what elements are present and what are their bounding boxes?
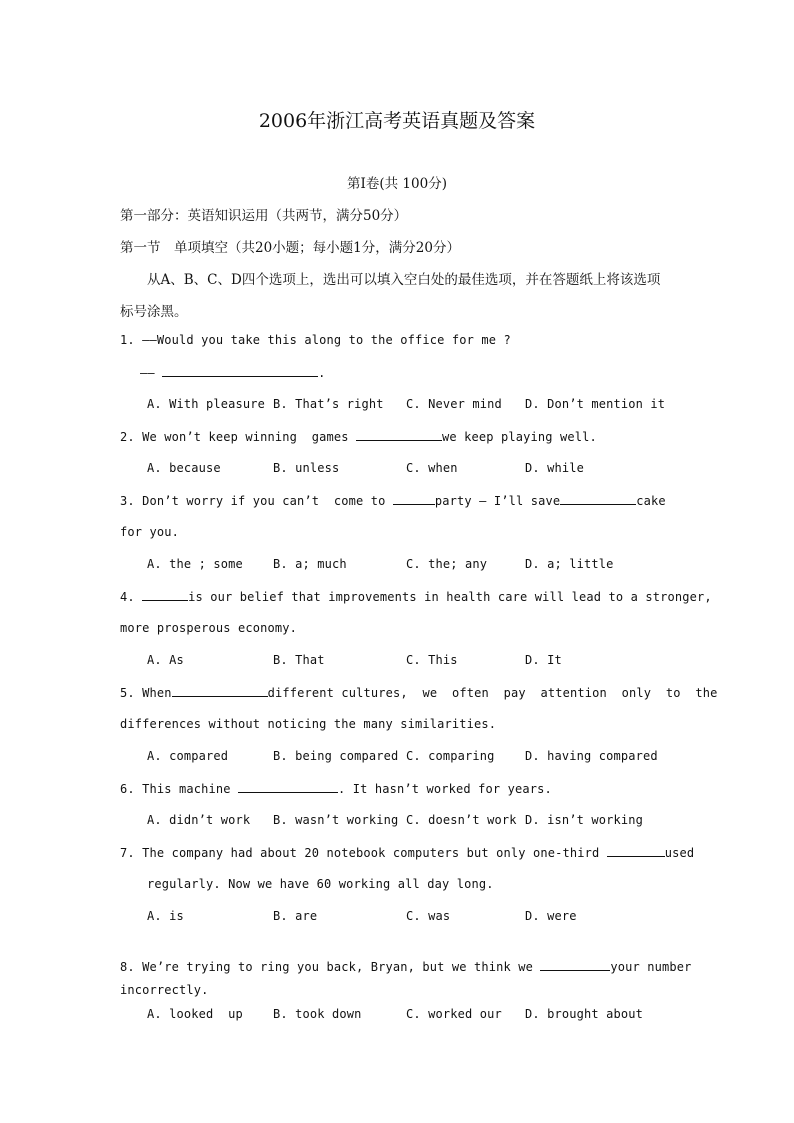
question-4-stem-line-2: more prosperous economy. [120, 621, 297, 635]
answer-blank [142, 589, 188, 601]
question-3-option-a: A. the ; some [147, 557, 243, 571]
question-5-option-b: B. being compared [273, 749, 399, 763]
question-6-option-b: B. wasn’t working [273, 813, 399, 827]
question-1-dash: —— [140, 366, 155, 380]
question-5-stem-b: different cultures, we often pay attention only to the [267, 686, 718, 700]
question-2-stem-b: we keep playing well. [442, 430, 597, 444]
instructions-line-1: 从A、B、C、D四个选项上，选出可以填入空白处的最佳选项，并在答题纸上将该选项 [147, 272, 661, 288]
question-5-stem [120, 685, 717, 700]
question-6-option-c: C. doesn’t work [406, 813, 517, 827]
question-7-option-b: B. are [273, 909, 318, 923]
question-1-option-d: D. Don’t mention it [525, 397, 666, 411]
question-4-stem [120, 589, 712, 604]
answer-blank [162, 365, 318, 377]
question-5-option-d: D. having compared [525, 749, 658, 763]
question-4-option-b: B. That [273, 653, 325, 667]
answer-blank [238, 781, 338, 793]
question-8-stem-line-2: incorrectly. [120, 983, 209, 997]
question-8-option-c: C. worked our [406, 1007, 502, 1021]
question-3-stem-c: cake [636, 494, 666, 508]
question-3-stem-b: party — I’ll save [434, 494, 561, 508]
question-7-option-d: D. were [525, 909, 577, 923]
question-7-stem [120, 845, 694, 860]
question-4-option-c: C. This [406, 653, 458, 667]
question-3-option-d: D. a; little [525, 557, 614, 571]
question-3-stem [120, 493, 666, 508]
answer-blank [540, 959, 610, 971]
question-7-stem-line-2: regularly. Now we have 60 working all day long. [147, 877, 494, 891]
volume-heading: 第Ⅰ卷(共 100分) [347, 176, 447, 192]
question-4-option-a: A. As [147, 653, 184, 667]
question-8-stem-a: 8. We’re trying to ring you back, Bryan, but we think we [120, 960, 541, 974]
part-heading: 第一部分：英语知识运用（共两节，满分50分） [120, 208, 408, 224]
question-3-option-c: C. the; any [406, 557, 488, 571]
question-3-stem-line-2: for you. [120, 525, 179, 539]
question-5-option-a: A. compared [147, 749, 229, 763]
question-8-option-d: D. brought about [525, 1007, 643, 1021]
question-7-stem-a: 7. The company had about 20 notebook computers but only one-third [120, 846, 607, 860]
question-6-option-a: A. didn’t work [147, 813, 251, 827]
answer-blank [356, 429, 442, 441]
question-4-stem-a: 4. [120, 590, 143, 604]
answer-blank [560, 493, 636, 505]
question-2-option-d: D. while [525, 461, 584, 475]
question-7-stem-b: used [664, 846, 695, 860]
question-2-stem-a: 2. We won’t keep winning games [120, 430, 356, 444]
question-8-option-a: A. looked up [147, 1007, 243, 1021]
question-8-stem-b: your number [610, 960, 692, 974]
question-2-option-b: B. unless [273, 461, 340, 475]
question-1-option-c: C. Never mind [406, 397, 502, 411]
question-5-stem-a: 5. When [120, 686, 172, 700]
question-4-option-d: D. It [525, 653, 562, 667]
question-4-stem-b: is our belief that improvements in health care will lead to a stronger, [188, 590, 712, 604]
question-2-option-c: C. when [406, 461, 458, 475]
question-8-option-b: B. took down [273, 1007, 362, 1021]
page-title: 2006年浙江高考英语真题及答案 [258, 110, 536, 132]
question-8-stem [120, 959, 691, 974]
question-1-response [140, 365, 326, 380]
question-1-period: . [318, 366, 326, 380]
answer-blank [172, 685, 268, 697]
question-1-option-a: A. With pleasure [147, 397, 265, 411]
question-6-stem [120, 781, 552, 796]
answer-blank [393, 493, 435, 505]
question-6-stem-a: 6. This machine [120, 782, 238, 796]
question-7-option-c: C. was [406, 909, 451, 923]
question-5-option-c: C. comparing [406, 749, 495, 763]
question-2-stem [120, 429, 597, 444]
question-1-stem: 1. ——Would you take this along to the office for me ? [120, 333, 511, 347]
question-3-stem-a: 3. Don’t worry if you can’t come to [120, 494, 393, 508]
section-heading: 第一节 单项填空（共20小题；每小题1分，满分20分） [120, 240, 460, 256]
answer-blank [607, 845, 665, 857]
instructions-line-2: 标号涂黑。 [120, 304, 188, 320]
question-1-option-b: B. That’s right [273, 397, 384, 411]
question-6-stem-b: . It hasn’t worked for years. [338, 782, 552, 796]
question-2-option-a: A. because [147, 461, 221, 475]
question-5-stem-line-2: differences without noticing the many similarities. [120, 717, 497, 731]
question-7-option-a: A. is [147, 909, 184, 923]
question-3-option-b: B. a; much [273, 557, 347, 571]
question-6-option-d: D. isn’t working [525, 813, 643, 827]
